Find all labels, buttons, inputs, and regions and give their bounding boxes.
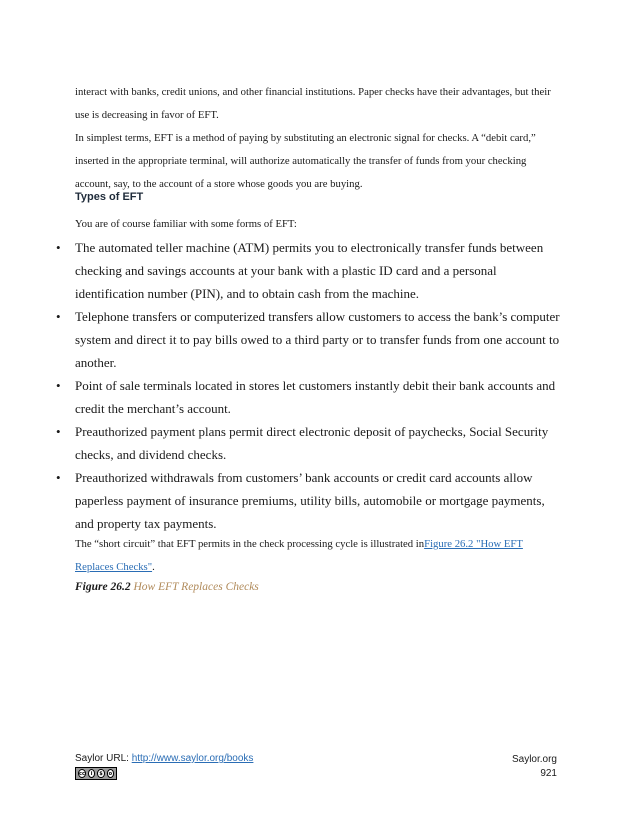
section-heading: Types of EFT (75, 191, 144, 203)
closing-period: . (152, 561, 155, 573)
nc-circle-icon: $ (99, 771, 103, 777)
paragraph-1: interact with banks, credit unions, and other financial institutions. Paper checks have their advantages, but their use is decreasing in favor of EFT. (75, 86, 551, 121)
footer-url-label: Saylor URL: (75, 753, 132, 764)
bullet-icon: • (56, 424, 61, 439)
list-item (55, 374, 565, 420)
cc-circle-icon: cc (79, 771, 85, 777)
bullet-icon: • (56, 378, 61, 393)
closing-paragraph (75, 533, 555, 579)
creative-commons-license-icon[interactable] (75, 767, 117, 780)
figure-link[interactable]: Figure 26.2 "How EFT Replaces Checks" (75, 538, 523, 573)
list-item-text: Preauthorized payment plans permit direct electronic deposit of paychecks, Social Security checks, and dividend checks. (75, 424, 549, 462)
list-item (55, 236, 565, 305)
page-number: 921 (540, 768, 557, 779)
closing-text: The “short circuit” that EFT permits in the check processing cycle is illustrated in (75, 538, 425, 550)
list-item-text: Point of sale terminals located in stores let customers instantly debit their bank accounts and credit the merchant’s account. (75, 378, 556, 416)
bullet-icon: • (56, 240, 61, 255)
list-item (55, 466, 565, 535)
list-item (55, 420, 565, 466)
paragraph-2: In simplest terms, EFT is a method of paying by substituting an electronic signal for checks. A “debit card,” inserted in the appropriate terminal, will authorize automatically the transfer of funds from your checking account, say, to the account of a store whose goods you are buying. (75, 132, 536, 190)
footer-url-link[interactable]: http://www.saylor.org/books (131, 753, 254, 764)
list-item-text: Telephone transfers or computerized transfers allow customers to access the bank’s computer system and direct it to pay bills owed to a third party or to transfer funds from one account to another. (75, 309, 560, 370)
list-item-text: Preauthorized withdrawals from customers’ bank accounts or credit card accounts allow paperless payment of insurance premiums, utility bills, automobile or mortgage payments, and property tax payments. (75, 470, 545, 531)
list-item-text: The automated teller machine (ATM) permits you to electronically transfer funds between checking and savings accounts at your bank with a plastic ID card and a personal identification number (PIN), and to obtain cash from the machine. (75, 240, 544, 301)
footer-url-line (75, 753, 253, 764)
footer-site: Saylor.org (511, 754, 557, 765)
bullet-icon: • (56, 470, 61, 485)
intro-paragraph: You are of course familiar with some forms of EFT: (75, 218, 297, 230)
figure-caption (75, 577, 259, 597)
figure-title: How EFT Replaces Checks (133, 581, 259, 593)
figure-number: Figure 26.2 (75, 581, 131, 593)
by-circle-icon: i (88, 769, 95, 778)
eft-types-list (55, 236, 565, 535)
bullet-icon: • (56, 309, 61, 324)
sa-circle-icon: o (108, 771, 113, 777)
list-item (55, 305, 565, 374)
footer-right (512, 753, 557, 781)
